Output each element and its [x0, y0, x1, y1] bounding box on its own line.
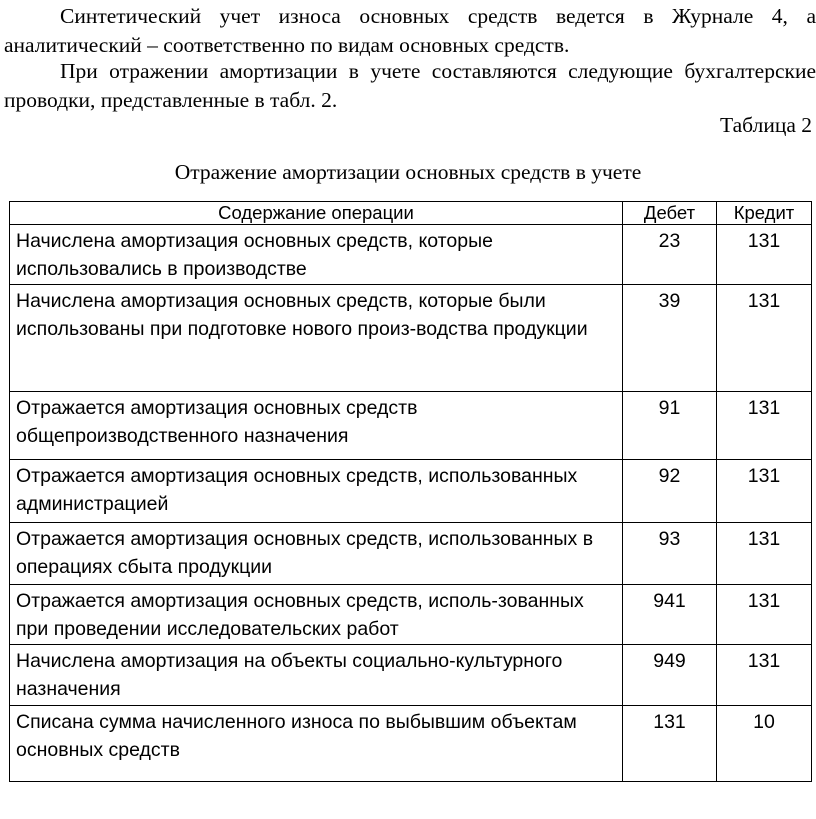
credit-cell: 131 [717, 392, 812, 460]
depreciation-entries-table [9, 201, 812, 782]
operation-cell: Отражается амортизация основных средств, исполь-зованных при проведении исследовательских работ [10, 585, 623, 645]
debit-cell: 941 [623, 585, 717, 645]
debit-cell: 23 [623, 225, 717, 285]
credit-cell: 131 [717, 645, 812, 706]
debit-cell: 93 [623, 523, 717, 585]
debit-cell: 131 [623, 706, 717, 782]
operation-cell: Отражается амортизация основных средств, использованных администрацией [10, 460, 623, 523]
header-credit: Кредит [717, 202, 812, 225]
credit-cell: 131 [717, 523, 812, 585]
table-row [10, 645, 812, 706]
table-row [10, 523, 812, 585]
table-row [10, 585, 812, 645]
table-number-label: Таблица 2 [720, 113, 812, 137]
table-row [10, 285, 812, 392]
table-row [10, 706, 812, 782]
table-row [10, 460, 812, 523]
table-row [10, 225, 812, 285]
table-row [10, 392, 812, 460]
credit-cell: 131 [717, 585, 812, 645]
operation-cell: Отражается амортизация основных средств общепроизводственного назначения [10, 392, 623, 460]
debit-cell: 949 [623, 645, 717, 706]
credit-cell: 131 [717, 460, 812, 523]
debit-cell: 91 [623, 392, 717, 460]
credit-cell: 131 [717, 225, 812, 285]
header-debit: Дебет [623, 202, 717, 225]
paragraph-synthetic-accounting: Синтетический учет износа основных средств ведется в Журнале 4, а аналитический – соответственно по видам основных средств. [4, 4, 816, 57]
operation-cell: Начислена амортизация основных средств, которые использовались в производстве [10, 225, 623, 285]
header-operation: Содержание операции [10, 202, 623, 225]
operation-cell: Начислена амортизация на объекты социально-культурного назначения [10, 645, 623, 706]
debit-cell: 92 [623, 460, 717, 523]
table-header-row [10, 202, 812, 225]
operation-cell: Начислена амортизация основных средств, которые были использованы при подготовке нового произ-водства продукции [10, 285, 623, 392]
debit-cell: 39 [623, 285, 717, 392]
credit-cell: 131 [717, 285, 812, 392]
paragraph-accounting-entries: При отражении амортизации в учете составляются следующие бухгалтерские проводки, представленные в табл. 2. [4, 59, 816, 112]
operation-cell: Списана сумма начисленного износа по выбывшим объектам основных средств [10, 706, 623, 782]
credit-cell: 10 [717, 706, 812, 782]
table-title: Отражение амортизации основных средств в учете [174, 160, 642, 184]
operation-cell: Отражается амортизация основных средств, использованных в операциях сбыта продукции [10, 523, 623, 585]
